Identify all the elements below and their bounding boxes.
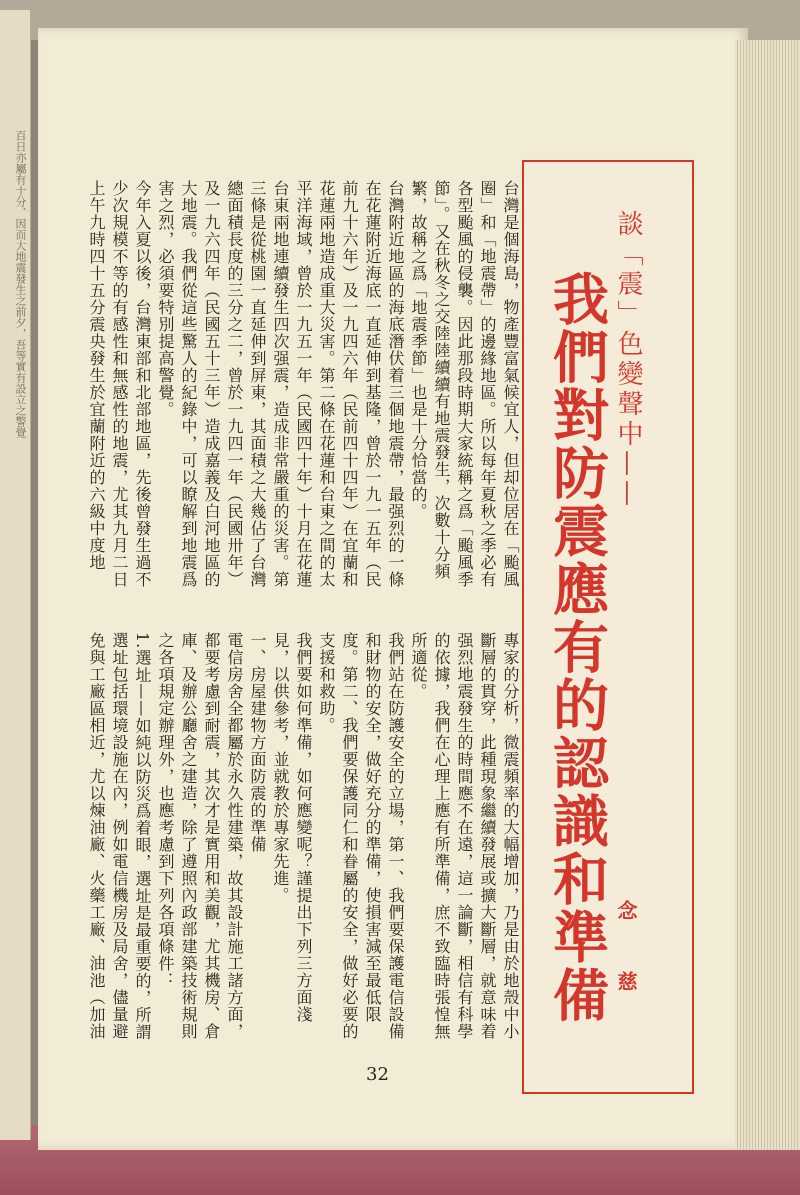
previous-page-text: 百日亦屬有十分、因而大地震發生之前夕，吾等實有設立之警覺 <box>14 130 27 438</box>
body-text-upper: 台灣是個海島，物產豐富氣候宜人，但却位居在「颱風圈」和「地震帶」的邊緣地區。所以每年夏秋之季必有各型颱風的侵襲。因此那段時期大家統稱之爲「颱風季節」。又在秋冬之交陸陸續續有地震發生，次數十分頻繁，故稱之爲「地震季節」也是十分恰當的。 台灣附近地區的海底潛伏着三個地震帶，最强烈的一條在花蓮附近海底一直延伸到基隆，曾於一九一五年（民前九十六年）及一九四六年（民前四十四年）在宜蘭和花蓮兩地造成重大災害。第二條在花蓮和台東之間的太平洋海域，曾於一九五一年（民國四十年）十月在花蓮台東兩地連續發生四次强震，造成非常嚴重的災害。第三條是從桃園一直延伸到屏東，其面積之大幾佔了台灣總面積長度的三分之二，曾於一九四一年（民國卅年）及一九六四年（民國五十三年）造成嘉義及白河地區的大地震。我們從這些驚人的紀錄中，可以瞭解到地震爲害之烈，必須要特別提高警覺。 今年入夏以後，台灣東部和北部地區，先後曾發生過不少次規模不等的有感性和無感性的地震，尤其九月二日上午九時四十五分震央發生於宜蘭附近的六級中度地 <box>87 180 520 588</box>
article-kicker: 談「震」色變聲中—— <box>613 210 643 510</box>
body-text-lower: 專家的分析，微震頻率的大幅增加，乃是由於地殼中小斷層的貫穿，此種現象繼續發展或擴大斷層，就意味着强烈地震發生的時間應不在遠，這一論斷，相信有科學的依據，我們在心理上應有所準備，庶不致臨時張惶無所適從。 我們站在防護安全的立場，第一、我們要保護電信設備和財物的安全，做好充分的準備，使損害減至最低限度。第二、我們要保護同仁和眷屬的安全，做好必要的支援和救助。 我們要如何準備，如何應變呢？謹提出下列三方面淺見，以供參考，並就教於專家先進。 一、房屋建物方面防震的準備 電信房舍全都屬於永久性建築，故其設計施工諸方面，都要考慮到耐震，其次才是實用和美觀，尤其機房、倉庫、及辦公廳舍之建造，除了遵照內政部建築技術規則之各項規定辦理外，也應考慮到下列各項條件： 1.選址——如純以防災爲着眼，選址是最重要的，所謂選址包括環境設施在內，例如電信機房及局舍，儘量避免與工廠區相近，尤以煉油廠、火藥工廠、油池（加油 <box>87 632 520 1041</box>
article-author: 念 慈 <box>614 900 638 1013</box>
previous-page-edge <box>0 10 31 1140</box>
article-title: 我們對防震應有的認識和準備 <box>544 270 610 1024</box>
page-stack-edge <box>735 40 800 1150</box>
page-number: 32 <box>366 1064 389 1085</box>
